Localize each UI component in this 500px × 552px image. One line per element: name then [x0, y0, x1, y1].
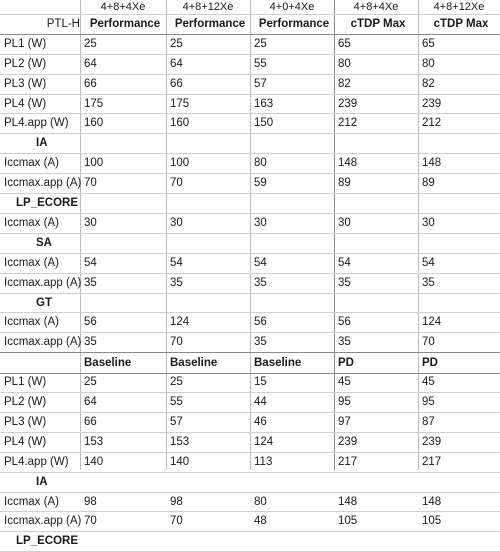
table-cell: 64 — [84, 57, 97, 70]
table-row — [0, 372, 500, 393]
section-row — [0, 233, 500, 254]
table-header-row — [0, 14, 500, 35]
table-cell: 57 — [254, 77, 267, 90]
table-cell: 54 — [338, 256, 351, 269]
table-cell: 66 — [170, 77, 183, 90]
table-row — [0, 213, 500, 234]
table-cell: 100 — [84, 157, 104, 170]
table-cell: 124 — [422, 316, 442, 329]
table-cell: 55 — [254, 57, 267, 70]
corner-label: PTL-H — [46, 17, 80, 30]
table-cell: 15 — [254, 376, 267, 389]
table-header-row — [0, 352, 500, 374]
table-row — [0, 492, 500, 513]
table-cell: 54 — [170, 256, 183, 269]
table-cell: 66 — [84, 415, 97, 428]
table-cell: 66 — [84, 77, 97, 90]
table-cell: 56 — [338, 316, 351, 329]
table-cell: 70 — [422, 336, 435, 349]
table-cell: Performance — [174, 17, 246, 30]
table-cell: 80 — [254, 495, 267, 508]
config-label: 4+8+12Xe — [182, 1, 234, 13]
table-row — [0, 54, 500, 75]
table-cell: 148 — [422, 495, 442, 508]
config-label: 4+8+4Xe — [100, 1, 146, 13]
row-label: PL1 (W) — [4, 37, 47, 50]
table-cell: 239 — [338, 435, 358, 448]
section-label: LP_ECORE — [16, 535, 78, 548]
table-cell: 70 — [170, 515, 183, 528]
table-cell: 160 — [170, 117, 190, 130]
row-label: PL4 (W) — [4, 97, 47, 110]
table-cell: 35 — [254, 336, 267, 349]
table-cell: 56 — [84, 316, 97, 329]
row-label: Iccmax.app (A) — [4, 177, 82, 190]
row-label: Iccmax.app (A) — [4, 515, 82, 528]
table-cell: 89 — [338, 177, 351, 190]
table-cell: 25 — [170, 37, 183, 50]
section-label: IA — [36, 475, 48, 488]
table-cell: cTDP Max — [433, 17, 489, 30]
table-cell: 45 — [422, 376, 435, 389]
table-cell: Performance — [89, 17, 161, 30]
table-cell: 30 — [254, 216, 267, 229]
row-label: Iccmax (A) — [4, 256, 59, 269]
table-cell: 54 — [422, 256, 435, 269]
table-cell: 239 — [422, 435, 442, 448]
table-cell: 30 — [84, 216, 97, 229]
table-cell: 48 — [254, 515, 267, 528]
section-label: SA — [36, 236, 52, 249]
table-cell: 153 — [84, 435, 104, 448]
section-label: LP_ECORE — [16, 197, 78, 210]
row-label: Iccmax (A) — [4, 216, 59, 229]
table-row — [0, 273, 500, 294]
row-label: PL3 (W) — [4, 77, 47, 90]
table-cell: 59 — [254, 177, 267, 190]
table-cell: 30 — [422, 216, 435, 229]
table-cell: 140 — [170, 455, 190, 468]
table-cell: 35 — [170, 276, 183, 289]
table-cell: 82 — [422, 77, 435, 90]
table-cell: 54 — [254, 256, 267, 269]
row-label: PL4 (W) — [4, 435, 47, 448]
table-cell: 64 — [170, 57, 183, 70]
section-row — [0, 133, 500, 154]
config-label: 4+8+4Xe — [353, 1, 399, 13]
table-row — [0, 412, 500, 433]
table-cell: 44 — [254, 396, 267, 409]
table-cell: 64 — [84, 396, 97, 409]
table-row — [0, 432, 500, 453]
table-row — [0, 253, 500, 274]
table-cell: 35 — [338, 276, 351, 289]
table-cell: 148 — [422, 157, 442, 170]
section-row — [0, 193, 500, 214]
table-cell: 80 — [422, 57, 435, 70]
table-cell: 65 — [422, 37, 435, 50]
table-cell: 30 — [170, 216, 183, 229]
row-label: Iccmax (A) — [4, 316, 59, 329]
table-cell: 98 — [84, 495, 97, 508]
table-cell: 45 — [338, 376, 351, 389]
table-cell: 25 — [84, 376, 97, 389]
section-row — [0, 293, 500, 314]
row-label: PL2 (W) — [4, 57, 47, 70]
section-label: GT — [36, 296, 52, 309]
table-cell: Baseline — [170, 357, 218, 370]
table-cell: 87 — [422, 415, 435, 428]
table-cell: 70 — [84, 515, 97, 528]
table-cell: 212 — [338, 117, 358, 130]
table-cell: 140 — [84, 455, 104, 468]
table-cell: 150 — [254, 117, 274, 130]
row-label: PL4.app (W) — [4, 455, 69, 468]
table-cell: 56 — [254, 316, 267, 329]
table-cell: 30 — [338, 216, 351, 229]
table-cell: 217 — [422, 455, 442, 468]
table-cell: 55 — [170, 396, 183, 409]
table-cell: 100 — [170, 157, 190, 170]
row-label: Iccmax (A) — [4, 495, 59, 508]
table-cell: 148 — [338, 495, 358, 508]
table-cell: PD — [422, 357, 438, 370]
row-label: PL2 (W) — [4, 396, 47, 409]
table-cell: 80 — [254, 157, 267, 170]
table-cell: 89 — [422, 177, 435, 190]
section-label: IA — [36, 137, 48, 150]
table-cell: 175 — [84, 97, 104, 110]
row-label: Iccmax (A) — [4, 157, 59, 170]
row-label: PL1 (W) — [4, 376, 47, 389]
row-label: PL3 (W) — [4, 415, 47, 428]
table-cell: Performance — [258, 17, 330, 30]
table-cell: 25 — [170, 376, 183, 389]
config-label: 4+0+4Xe — [269, 1, 315, 13]
table-cell: Baseline — [84, 357, 132, 370]
table-cell: 57 — [170, 415, 183, 428]
table-row — [0, 114, 500, 135]
table-cell: 80 — [338, 57, 351, 70]
table-cell: 95 — [338, 396, 351, 409]
table-cell: 70 — [170, 336, 183, 349]
table-cell: 35 — [338, 336, 351, 349]
table-row — [0, 173, 500, 194]
table-cell: 95 — [422, 396, 435, 409]
table-row — [0, 512, 500, 533]
table-cell: 124 — [170, 316, 190, 329]
table-cell: 35 — [84, 336, 97, 349]
table-cell: 35 — [254, 276, 267, 289]
row-label: Iccmax.app (A) — [4, 276, 82, 289]
table-cell: 35 — [84, 276, 97, 289]
table-cell: 54 — [84, 256, 97, 269]
section-row — [0, 472, 500, 493]
table-cell: PD — [338, 357, 354, 370]
table-cell: 163 — [254, 97, 274, 110]
table-cell: 65 — [338, 37, 351, 50]
table-cell: 25 — [84, 37, 97, 50]
table-cell: 25 — [254, 37, 267, 50]
table-row — [0, 153, 500, 174]
table-cell: 97 — [338, 415, 351, 428]
table-cell: Baseline — [254, 357, 302, 370]
row-label: Iccmax.app (A) — [4, 336, 82, 349]
config-row — [0, 0, 500, 15]
table-row — [0, 392, 500, 413]
row-label: PL4.app (W) — [4, 117, 69, 130]
table-cell: 105 — [422, 515, 442, 528]
row-label — [4, 353, 80, 373]
table-cell: 70 — [170, 177, 183, 190]
table-cell: 239 — [338, 97, 358, 110]
table-cell: 124 — [254, 435, 274, 448]
table-cell: 160 — [84, 117, 104, 130]
table-cell: 153 — [170, 435, 190, 448]
table-row — [0, 94, 500, 115]
table-cell: 46 — [254, 415, 267, 428]
table-cell: 239 — [422, 97, 442, 110]
table-cell: 35 — [422, 276, 435, 289]
table-row — [0, 74, 500, 95]
config-label: 4+8+12Xe — [433, 1, 485, 13]
table-cell: 148 — [338, 157, 358, 170]
table-cell: 175 — [170, 97, 190, 110]
table-row — [0, 313, 500, 334]
table-cell: 212 — [422, 117, 442, 130]
table-cell: 217 — [338, 455, 358, 468]
table-row — [0, 34, 500, 55]
table-cell: 113 — [254, 455, 273, 468]
table-cell: 98 — [170, 495, 183, 508]
section-row — [0, 531, 500, 552]
table-cell: cTDP Max — [350, 17, 406, 30]
table-cell: 82 — [338, 77, 351, 90]
table-cell: 105 — [338, 515, 358, 528]
table-row — [0, 332, 500, 353]
table-cell: 70 — [84, 177, 97, 190]
